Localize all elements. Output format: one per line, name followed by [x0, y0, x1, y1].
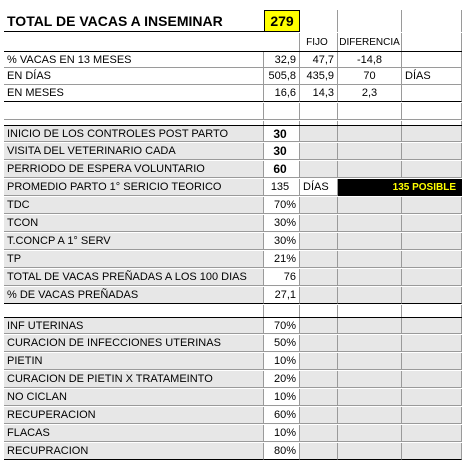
empty-cell[interactable]	[338, 161, 402, 178]
empty-cell[interactable]	[338, 407, 402, 424]
table-row	[4, 305, 462, 317]
empty-cell[interactable]	[300, 143, 338, 160]
empty-cell[interactable]	[402, 251, 462, 268]
empty-cell[interactable]	[402, 371, 462, 388]
empty-cell[interactable]	[338, 215, 402, 232]
title-row	[4, 10, 462, 32]
header-fijo[interactable]: FIJO	[300, 33, 338, 51]
empty-cell[interactable]	[402, 443, 462, 460]
row-fijo[interactable]: 14,3	[300, 85, 338, 102]
table-row	[4, 407, 462, 424]
empty-cell[interactable]	[402, 197, 462, 214]
header-diferencia[interactable]: DIFERENCIA	[338, 33, 402, 51]
row-value[interactable]: 10%	[264, 425, 300, 442]
empty-cell[interactable]	[338, 233, 402, 250]
empty-cell[interactable]	[4, 305, 264, 317]
row-unit[interactable]	[402, 85, 462, 102]
row-value[interactable]: 135	[264, 179, 300, 196]
row-value[interactable]: 16,6	[264, 85, 300, 102]
table-row	[4, 215, 462, 232]
row-fijo[interactable]: 47,7	[300, 52, 338, 68]
empty-cell[interactable]	[402, 10, 462, 32]
empty-cell[interactable]	[4, 33, 264, 51]
empty-cell[interactable]	[402, 215, 462, 232]
empty-cell[interactable]	[402, 103, 462, 120]
row-label[interactable]: FLACAS	[4, 425, 264, 442]
empty-cell[interactable]	[338, 103, 402, 120]
empty-cell[interactable]	[338, 318, 402, 334]
row-label[interactable]: % VACAS EN 13 MESES	[4, 52, 264, 68]
table-row	[4, 443, 462, 460]
total-value[interactable]: 279	[264, 10, 300, 32]
row-label[interactable]: RECUPERACION	[4, 407, 264, 424]
row-label[interactable]: CURACION DE PIETIN X TRATAMEINTO	[4, 371, 264, 388]
table-row	[4, 425, 462, 442]
table-row	[4, 371, 462, 388]
row-value[interactable]: 80%	[264, 443, 300, 460]
empty-cell[interactable]	[338, 353, 402, 370]
table-row	[4, 251, 462, 268]
table-row	[4, 125, 462, 142]
empty-cell[interactable]	[338, 425, 402, 442]
table-row	[4, 143, 462, 160]
empty-cell[interactable]	[300, 233, 338, 250]
table-row	[4, 103, 462, 120]
row-label[interactable]: T.CONCP A 1° SERV	[4, 233, 264, 250]
row-value[interactable]: 50%	[264, 335, 300, 352]
row-value[interactable]: 76	[264, 269, 300, 286]
empty-cell[interactable]	[402, 233, 462, 250]
row-value[interactable]: 30	[264, 126, 300, 142]
table-row	[4, 269, 462, 286]
empty-cell[interactable]	[300, 371, 338, 388]
row-label[interactable]: TDC	[4, 197, 264, 214]
empty-cell[interactable]	[300, 197, 338, 214]
row-value[interactable]: 20%	[264, 371, 300, 388]
row-label[interactable]: TCON	[4, 215, 264, 232]
empty-cell[interactable]	[338, 10, 402, 32]
row-value[interactable]: 60%	[264, 407, 300, 424]
empty-cell[interactable]	[402, 389, 462, 406]
row-value[interactable]: 10%	[264, 389, 300, 406]
table-row	[4, 85, 462, 102]
row-unit[interactable]: DÍAS	[300, 179, 338, 196]
row-label[interactable]: TP	[4, 251, 264, 268]
title-label[interactable]: TOTAL DE VACAS A INSEMINAR	[4, 10, 264, 32]
empty-cell[interactable]	[402, 425, 462, 442]
row-label[interactable]: CURACION DE INFECCIONES UTERINAS	[4, 335, 264, 352]
row-value[interactable]: 21%	[264, 251, 300, 268]
header-row	[4, 33, 462, 51]
row-label[interactable]: EN DÍAS	[4, 68, 264, 85]
empty-cell[interactable]	[4, 103, 264, 120]
row-value[interactable]: 30	[264, 143, 300, 160]
row-diferencia[interactable]: 70	[338, 68, 402, 85]
empty-cell[interactable]	[402, 161, 462, 178]
empty-cell[interactable]	[300, 161, 338, 178]
posible-badge[interactable]: 135 POSIBLE	[338, 179, 462, 196]
empty-cell[interactable]	[402, 305, 462, 317]
row-diferencia[interactable]: 2,3	[338, 85, 402, 102]
row-value[interactable]: 10%	[264, 353, 300, 370]
empty-cell[interactable]	[338, 287, 402, 304]
empty-cell[interactable]	[300, 335, 338, 352]
empty-cell[interactable]	[300, 103, 338, 120]
empty-cell[interactable]	[338, 371, 402, 388]
table-row	[4, 51, 462, 68]
empty-cell[interactable]	[402, 287, 462, 304]
empty-cell[interactable]	[402, 143, 462, 160]
row-label[interactable]: INF UTERINAS	[4, 318, 264, 334]
empty-cell[interactable]	[338, 335, 402, 352]
row-label[interactable]: VISITA DEL VETERINARIO CADA	[4, 143, 264, 160]
row-diferencia[interactable]: -14,8	[338, 52, 402, 68]
empty-cell[interactable]	[300, 318, 338, 334]
row-label[interactable]: RECUPRACION	[4, 443, 264, 460]
row-label[interactable]: TOTAL DE VACAS PREÑADAS A LOS 100 DIAS	[4, 269, 264, 286]
row-label[interactable]: PIETIN	[4, 353, 264, 370]
empty-cell[interactable]	[300, 389, 338, 406]
empty-cell[interactable]	[402, 407, 462, 424]
table-row	[4, 233, 462, 250]
row-value[interactable]: 70%	[264, 318, 300, 334]
table-row	[4, 68, 462, 85]
row-label[interactable]: PROMEDIO PARTO 1° SERICIO TEORICO	[4, 179, 264, 196]
row-value[interactable]: 60	[264, 161, 300, 178]
row-unit[interactable]	[402, 52, 462, 68]
empty-cell[interactable]	[264, 103, 300, 120]
row-label[interactable]: % DE VACAS PREÑADAS	[4, 287, 264, 304]
table-row	[4, 353, 462, 370]
empty-cell[interactable]	[402, 353, 462, 370]
empty-cell[interactable]	[300, 443, 338, 460]
empty-cell[interactable]	[338, 197, 402, 214]
empty-cell[interactable]	[402, 126, 462, 142]
empty-cell[interactable]	[338, 269, 402, 286]
empty-cell[interactable]	[402, 318, 462, 334]
row-label[interactable]: PERRIODO DE ESPERA VOLUNTARIO	[4, 161, 264, 178]
empty-cell[interactable]	[338, 389, 402, 406]
table-row	[4, 287, 462, 304]
table-row	[4, 179, 462, 196]
row-value[interactable]: 505,8	[264, 68, 300, 85]
empty-cell[interactable]	[264, 33, 300, 51]
row-value[interactable]: 32,9	[264, 52, 300, 68]
row-fijo[interactable]: 435,9	[300, 68, 338, 85]
empty-cell[interactable]	[300, 269, 338, 286]
row-label[interactable]: EN MESES	[4, 85, 264, 102]
row-value[interactable]: 70%	[264, 197, 300, 214]
empty-cell[interactable]	[264, 305, 300, 317]
empty-cell[interactable]	[300, 425, 338, 442]
row-unit[interactable]: DÍAS	[402, 68, 462, 85]
empty-cell[interactable]	[338, 443, 402, 460]
empty-cell[interactable]	[300, 407, 338, 424]
row-label[interactable]: NO CICLAN	[4, 389, 264, 406]
table-row	[4, 161, 462, 178]
empty-cell[interactable]	[338, 126, 402, 142]
empty-cell[interactable]	[300, 287, 338, 304]
row-label[interactable]: INICIO DE LOS CONTROLES POST PARTO	[4, 126, 264, 142]
empty-cell[interactable]	[300, 215, 338, 232]
row-value[interactable]: 30%	[264, 215, 300, 232]
empty-cell[interactable]	[300, 10, 338, 32]
empty-cell[interactable]	[402, 33, 462, 51]
empty-cell[interactable]	[402, 269, 462, 286]
empty-cell[interactable]	[338, 251, 402, 268]
empty-cell[interactable]	[300, 305, 338, 317]
table-row	[4, 197, 462, 214]
table-row	[4, 389, 462, 406]
empty-cell[interactable]	[300, 251, 338, 268]
table-row	[4, 317, 462, 334]
row-value[interactable]: 27,1	[264, 287, 300, 304]
table-row	[4, 335, 462, 352]
empty-cell[interactable]	[300, 353, 338, 370]
empty-cell[interactable]	[338, 305, 402, 317]
empty-cell[interactable]	[402, 335, 462, 352]
empty-cell[interactable]	[300, 126, 338, 142]
row-value[interactable]: 30%	[264, 233, 300, 250]
empty-cell[interactable]	[338, 143, 402, 160]
